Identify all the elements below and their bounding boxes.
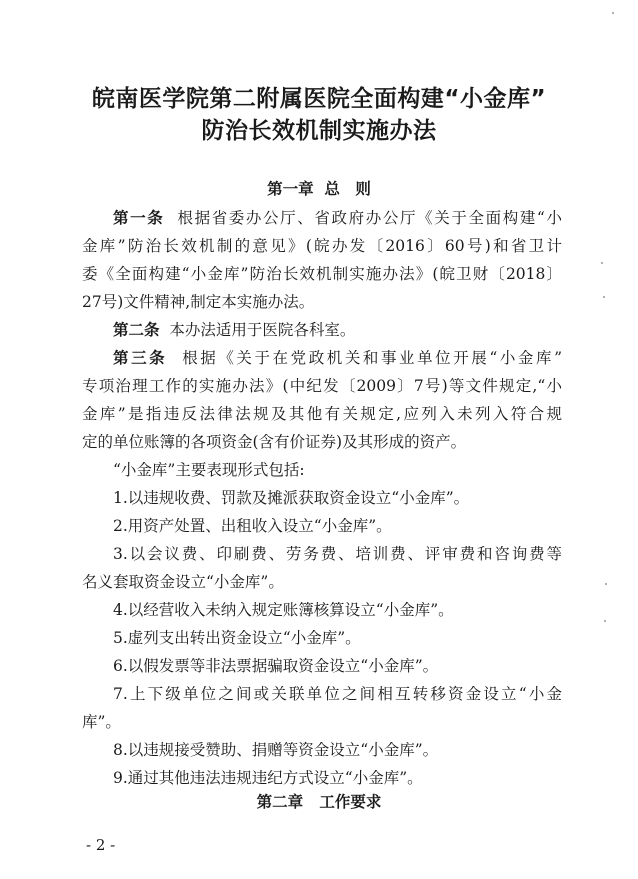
page-number: - 2 - [86,836,116,854]
article-2-label: 第二条 [113,321,160,339]
form-item-9: 9.通过其他违法违规违纪方式设立“小金库”。 [113,769,423,787]
article-1-label: 第一条 [113,209,165,227]
chapter-2-label: 第二章 [256,793,304,811]
document-title-line-2: 防治长效机制实施办法 [201,118,437,144]
article-3-line-3: 金库”是指违反法律法规及其他有关规定,应列入未列入符合规 [82,405,562,423]
scan-speck [605,583,607,585]
form-item-8: 8.以违规接受赞助、捐赠等资金设立“小金库”。 [113,741,439,759]
forms-intro: “小金库”主要表现形式包括: [113,461,305,479]
form-item-7-line-1: 7.上下级单位之间或关联单位之间相互转移资金设立“小金 [113,685,562,703]
chapter-1-heading [0,177,638,199]
article-1-line-2: 金库”防治长效机制的意见》(皖办发〔2016〕60号)和省卫计 [82,237,562,255]
document-title-line-1: 皖南医学院第二附属医院全面构建“小金库” [91,86,547,112]
form-item-5: 5.虚列支出转出资金设立“小金库”。 [113,629,361,647]
article-1-line-1: 第一条 根据省委办公厅、省政府办公厅《关于全面构建“小 [113,209,562,227]
chapter-1-name: 总 则 [324,180,371,198]
form-item-6: 6.以假发票等非法票据骗取资金设立“小金库”。 [113,657,439,675]
chapter-2-name: 工作要求 [319,793,382,811]
article-3-line-1: 第三条 根据《关于在党政机关和事业单位开展“小金库” [113,349,562,367]
chapter-1-label: 第一章 [267,180,314,198]
form-item-4: 4.以经营收入未纳入规定账簿核算设立“小金库”。 [113,601,454,619]
form-item-2: 2.用资产处置、出租收入设立“小金库”。 [113,517,392,535]
form-item-7-line-2: 库”。 [82,713,121,731]
article-3-line-2: 专项治理工作的实施办法》(中纪发〔2009〕7号)等文件规定,“小 [82,377,562,395]
form-item-3-line-1: 3.以会议费、印刷费、劳务费、培训费、评审费和咨询费等 [113,545,562,563]
form-item-3-line-2: 名义套取资金设立“小金库”。 [82,573,284,591]
article-1-line-3: 委《全面构建“小金库”防治长效机制实施办法》(皖卫财〔2018〕 [82,265,562,283]
article-1-line-4: 27号)文件精神,制定本实施办法。 [82,293,315,311]
scan-speck [612,12,614,14]
chapter-2-heading [0,790,638,812]
form-item-1: 1.以违规收费、罚款及摊派获取资金设立“小金库”。 [113,489,470,507]
scan-speck [604,620,606,622]
article-3-line-4: 定的单位账簿的各项资金(含有价证券)及其形成的资产。 [82,433,467,451]
scan-speck [601,262,603,264]
scan-speck [603,296,605,298]
article-2: 第二条 本办法适用于医院各科室。 [113,321,356,339]
article-3-label: 第三条 [113,349,168,367]
